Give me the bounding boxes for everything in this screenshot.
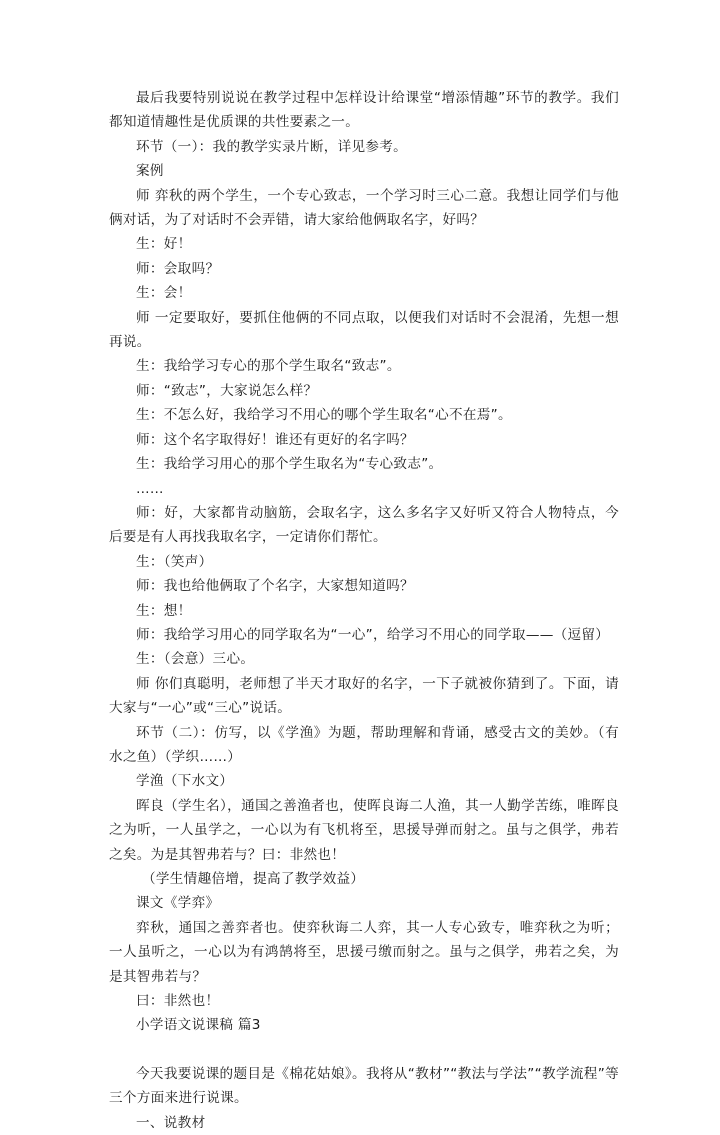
paragraph-note: （学生情趣倍增，提高了教学效益） (142, 871, 365, 887)
section-heading: 小学语文说课稿 篇3 (136, 1017, 261, 1034)
dialogue-line: 师：好，大家都肯动脑筋，会取名字，这么多名字又好听又符合人物特点，今后要是有人再找我取名字，一定请你们帮忙。 (109, 504, 619, 546)
paragraph-xueyi-text: 弈秋，通国之善弈者也。使弈秋诲二人弈，其一人专心致专，唯弈秋之为听；一人虽听之，一心以为有鸿鹄将至，思援弓缴而射之。虽与之俱学，弗若之矣，为是其智弗若与？ (109, 919, 619, 985)
dialogue-line: 生：我给学习用心的那个学生取名为“专心致志”。 (136, 456, 443, 473)
dialogue-line: 生：不怎么好，我给学习不用心的哪个学生取名“心不在焉”。 (136, 407, 512, 424)
dialogue-line: 生：好！ (136, 236, 192, 253)
dialogue-line: 生：（笑声） (136, 553, 213, 570)
paragraph-intro: 最后我要特别说说在教学过程中怎样设计给课堂“增添情趣”环节的教学。我们都知道情趣性是优质课的共性要素之一。 (109, 90, 619, 131)
dialogue-line: 师：这个名字取得好！谁还有更好的名字吗？ (136, 431, 414, 448)
dialogue-line: 师：我也给他俩取了个名字，大家想知道吗？ (136, 578, 414, 595)
dialogue-line: 生：（会意）三心。 (136, 651, 255, 668)
paragraph-xueyu-title: 学渔（下水文） (136, 773, 234, 790)
document-page (109, 86, 619, 1135)
dialogue-line: 师：“致志”，大家说怎么样？ (136, 382, 318, 399)
paragraph-section-2: 环节（二）：仿写，以《学渔》为题，帮助理解和背诵，感受古文的美妙。（有水之鱼）（学织……） (109, 724, 619, 765)
paragraph-xueyu-text: 晖良（学生名），通国之善渔者也，使晖良诲二人渔，其一人勤学苦练，唯晖良之为听，一人虽学之，一心以为有飞机将至，思援导弹而射之。虽与之俱学，弗若之矣。为是其智弗若与？曰：非然也！ (109, 797, 619, 863)
ellipsis-line: …… (136, 480, 164, 497)
paragraph-xueyi-title: 课文《学弈》 (136, 895, 220, 912)
dialogue-line: 生：会！ (136, 285, 192, 302)
dialogue-line: 师：会取吗？ (136, 260, 220, 277)
paragraph-case-label: 案例 (136, 163, 164, 180)
dialogue-line: 师：我给学习用心的同学取名为“一心”，给学习不用心的同学取——（逗留） (136, 626, 610, 643)
dialogue-line: 生：想！ (136, 602, 192, 619)
dialogue-line: 师 一定要取好，要抓住他俩的不同点取，以便我们对话时不会混淆，先想一想再说。 (109, 309, 619, 351)
paragraph-subheading: 一、说教材 (136, 1114, 206, 1131)
paragraph-xueyi-end: 曰：非然也！ (136, 993, 220, 1010)
paragraph-lesson-intro: 今天我要说课的题目是《棉花姑娘》。我将从“教材”“教法与学法”“教学流程”等三个方面来进行说课。 (109, 1065, 619, 1107)
dialogue-line: 师 你们真聪明，老师想了半天才取好的名字，一下子就被你猜到了。下面，请大家与“一心”或“三心”说话。 (109, 675, 619, 717)
blank-line (109, 1038, 619, 1062)
paragraph-section-1: 环节（一）：我的教学实录片断，详见参考。 (136, 138, 408, 155)
dialogue-line: 师 弈秋的两个学生，一个专心致志，一个学习时三心二意。我想让同学们与他俩对话，为了对话时不会弄错，请大家给他俩取名字，好吗？ (109, 187, 619, 229)
dialogue-line: 生：我给学习专心的那个学生取名“致志”。 (136, 358, 401, 375)
